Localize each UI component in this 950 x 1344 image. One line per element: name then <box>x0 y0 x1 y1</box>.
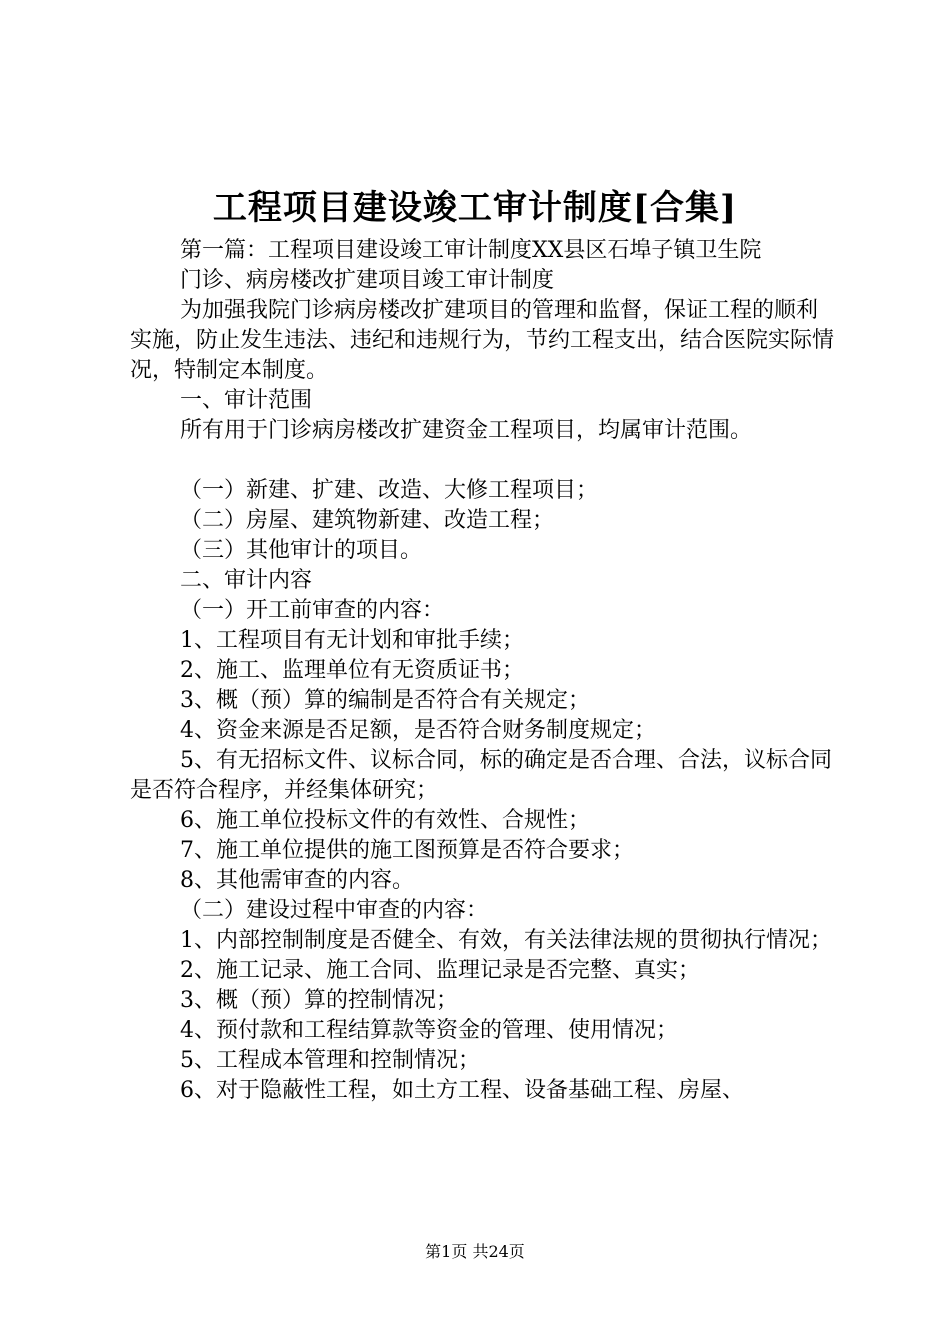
list-item: 1、工程项目有无计划和审批手续； <box>180 628 524 653</box>
page-footer: 第1页 共24页 <box>425 1242 525 1261</box>
list-item: 5、有无招标文件、议标合同，标的确定是否合理、合法，议标合同是否符合程序，并经集体研究； <box>130 748 832 803</box>
list-item: （二）房屋、建筑物新建、改造工程； <box>180 508 555 533</box>
section-heading: 二、审计内容 <box>180 568 313 593</box>
list-item: 3、概（预）算的控制情况； <box>180 988 458 1013</box>
list-item: 3、概（预）算的编制是否符合有关规定； <box>180 688 590 713</box>
section-heading: 一、审计范围 <box>180 388 313 413</box>
subsection-heading: （二）建设过程中审查的内容： <box>180 898 489 923</box>
paragraph: 门诊、病房楼改扩建项目竣工审计制度 <box>180 268 555 293</box>
list-item: 4、资金来源是否足额，是否符合财务制度规定； <box>180 718 656 743</box>
paragraph: 第一篇：工程项目建设竣工审计制度XX县区石埠子镇卫生院 <box>180 238 762 263</box>
list-item: 6、施工单位投标文件的有效性、合规性； <box>180 808 590 833</box>
list-item: 2、施工、监理单位有无资质证书； <box>180 658 524 683</box>
list-item: 2、施工记录、施工合同、监理记录是否完整、真实； <box>180 958 700 983</box>
document-body <box>130 236 835 1106</box>
document-title: 工程项目建设竣工审计制度[合集] <box>212 188 738 228</box>
list-item: 8、其他需审查的内容。 <box>180 868 414 893</box>
blank-line <box>130 446 835 476</box>
list-item: 6、对于隐蔽性工程，如土方工程、设备基础工程、房屋、 <box>180 1078 744 1103</box>
list-item: 7、施工单位提供的施工图预算是否符合要求； <box>180 838 634 863</box>
subsection-heading: （一）开工前审查的内容： <box>180 598 445 623</box>
list-item: （一）新建、扩建、改造、大修工程项目； <box>180 478 599 503</box>
list-item: 5、工程成本管理和控制情况； <box>180 1048 480 1073</box>
list-item: 4、预付款和工程结算款等资金的管理、使用情况； <box>180 1018 678 1043</box>
paragraph: 为加强我院门诊病房楼改扩建项目的管理和监督，保证工程的顺利实施，防止发生违法、违纪和违规行为，节约工程支出，结合医院实际情况，特制定本制度。 <box>130 298 835 383</box>
paragraph: 所有用于门诊病房楼改扩建资金工程项目，均属审计范围。 <box>180 418 753 443</box>
list-item: 1、内部控制制度是否健全、有效，有关法律法规的贯彻执行情况； <box>180 928 832 953</box>
list-item: （三）其他审计的项目。 <box>180 538 423 563</box>
